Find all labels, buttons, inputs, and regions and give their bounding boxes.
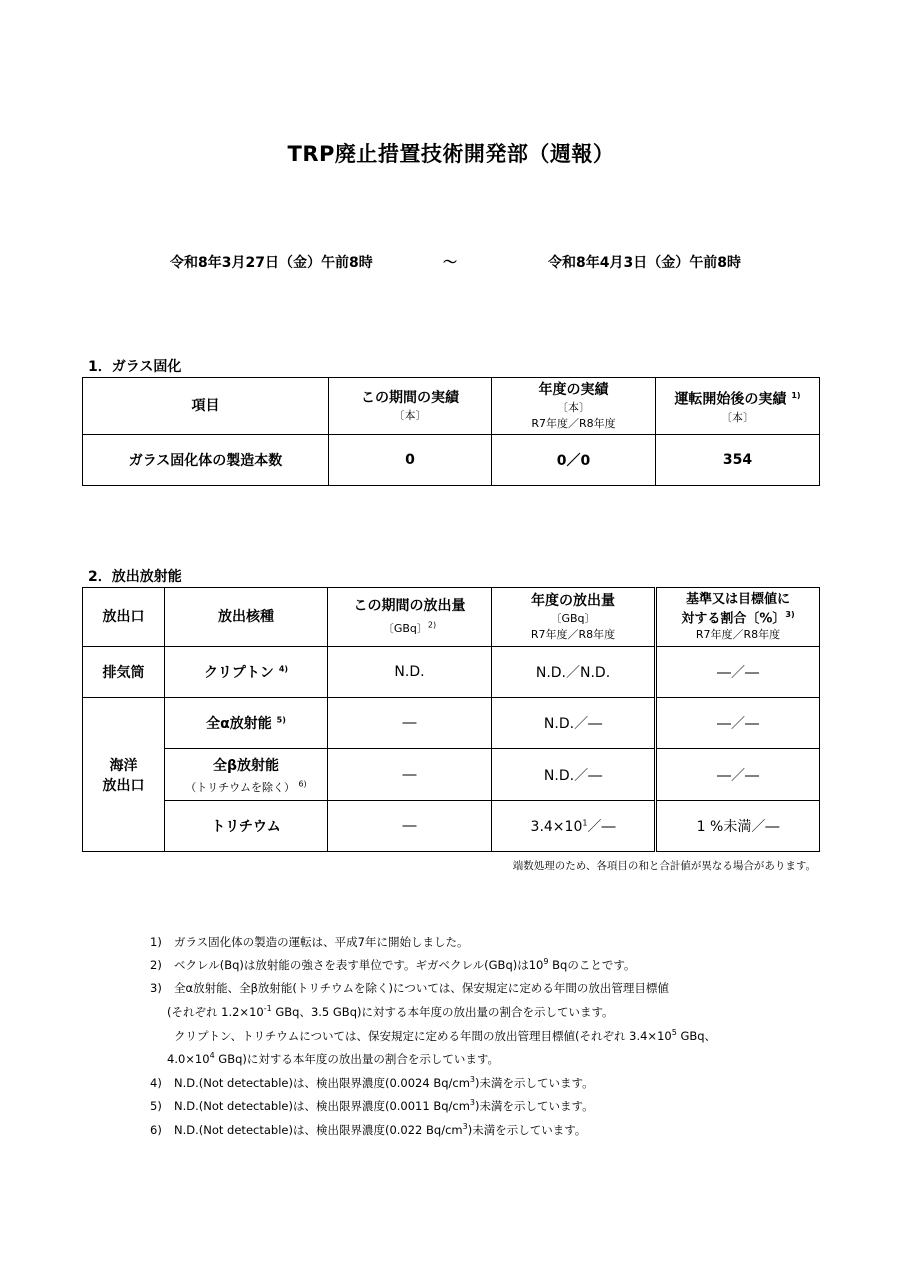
- footnote-6-exp: 3: [462, 1122, 468, 1132]
- header-period: [328, 588, 492, 647]
- emission-table: [82, 587, 820, 852]
- header-period-label: この期間の実績: [361, 389, 459, 406]
- footnote-1-text: ガラス固化体の製造の運転は、平成7年に開始しました。: [174, 935, 469, 949]
- beta-period: ―: [328, 749, 492, 801]
- period-separator: ～: [443, 255, 457, 271]
- table-row-alpha: [83, 698, 820, 749]
- tritium-nuclide: トリチウム: [165, 801, 328, 852]
- footnote-2-text-a: ベクレル(Bq)は放射能の強さを表す単位です。ギガベクレル(GBq)は10: [174, 958, 544, 972]
- header-ratio-sub: R7年度／R8年度: [695, 628, 781, 642]
- footnote-3-line4: [167, 1051, 499, 1067]
- header-year-label: 年度の実績: [538, 381, 609, 398]
- row-year: 0／0: [492, 435, 656, 486]
- header-total-label: 運転開始後の実績: [674, 391, 787, 408]
- footnote-3-line4-b: GBq)に対する本年度の放出量の割合を示しています。: [214, 1052, 499, 1066]
- footnote-5: [150, 1098, 594, 1114]
- header-period-unit: 〔本〕: [393, 408, 427, 422]
- footnote-5-exp: 3: [469, 1098, 476, 1108]
- alpha-ratio: ―／―: [656, 698, 820, 749]
- rounding-note: 端数処理のため、各項目の和と合計値が異なる場合があります。: [512, 860, 816, 872]
- footnote-4-exp: 3: [469, 1075, 476, 1085]
- footnote-3-line1: 全α放射能、全β放射能(トリチウムを除く)については、保安規定に定める年間の放出管理目標値: [174, 981, 669, 995]
- beta-sub: （トリチウムを除く）: [185, 780, 295, 794]
- footnote-4: [150, 1075, 594, 1091]
- tritium-ratio: 1 %未満／―: [656, 801, 820, 852]
- section1-heading: 1．ガラス固化: [88, 359, 182, 375]
- footnote-3-line3-b: GBq、: [676, 1029, 717, 1043]
- row-total: 354: [656, 435, 820, 486]
- header-ratio-label2-wrap: [657, 607, 819, 626]
- alpha-note: 5): [276, 715, 286, 725]
- footnote-5-num: 5): [150, 1099, 162, 1113]
- ocean-outlet-line1: 海洋: [109, 757, 138, 774]
- footnote-6-text-a: N.D.(Not detectable)は、検出限界濃度(0.022 Bq/cm: [174, 1123, 463, 1137]
- beta-note: 6): [298, 778, 307, 788]
- alpha-nuclide-cell: [165, 698, 328, 749]
- header-period-label: この期間の放出量: [353, 598, 466, 614]
- row-period: 0: [329, 435, 492, 486]
- footnote-1-num: 1): [150, 935, 162, 949]
- header-nuclide: 放出核種: [165, 588, 328, 647]
- header-year: [492, 378, 656, 435]
- beta-nuclide-cell: [165, 749, 328, 801]
- section2-heading: 2．放出放射能: [88, 569, 182, 585]
- header-year-unit: 〔本〕: [557, 400, 590, 414]
- footnote-3: [150, 980, 669, 996]
- header-year: [492, 588, 656, 647]
- header-year-sub: R7年度／R8年度: [530, 627, 616, 641]
- table-header-row: [83, 588, 820, 647]
- tritium-period: ―: [328, 801, 492, 852]
- header-year-label: 年度の放出量: [531, 592, 615, 609]
- footnote-3-line3-a: クリプトン、トリチウムについては、保安規定に定める年間の放出管理目標値(それぞれ 3.4×10: [174, 1029, 672, 1043]
- header-period-unit: 〔GBq〕: [382, 622, 428, 635]
- table-row-exhaust: [83, 647, 820, 698]
- table-row: [83, 435, 820, 486]
- tritium-year: [492, 801, 656, 852]
- exhaust-ratio: ―／―: [656, 647, 820, 698]
- page-title: TRP廃止措置技術開発部（週報）: [287, 142, 615, 166]
- footnote-3-line2-a: (それぞれ 1.2×10: [167, 1005, 264, 1019]
- header-ratio: [656, 588, 820, 647]
- footnote-3-line2-b: GBq、3.5 GBq)に対する本年度の放出量の割合を示しています。: [271, 1005, 614, 1019]
- header-year-sub: R7年度／R8年度: [531, 416, 616, 430]
- footnote-2: [150, 957, 635, 973]
- exhaust-outlet: 排気筒: [83, 647, 165, 698]
- header-outlet: 放出口: [83, 588, 165, 647]
- beta-year: N.D.／―: [492, 749, 656, 801]
- footnote-4-num: 4): [150, 1076, 162, 1090]
- footnote-5-text-b: )未満を示しています。: [475, 1099, 594, 1113]
- exhaust-nuclide: クリプトン: [203, 665, 274, 681]
- exhaust-period: N.D.: [328, 647, 492, 698]
- footnote-4-text-a: N.D.(Not detectable)は、検出限界濃度(0.0024 Bq/cm: [174, 1076, 470, 1090]
- vitrification-table: [82, 377, 820, 486]
- footnote-3-line2: [167, 1004, 614, 1020]
- tritium-year-rest: ／―: [587, 819, 616, 835]
- footnote-3-num: 3): [150, 981, 162, 995]
- period-start: 令和8年3月27日（金）午前8時: [170, 255, 373, 271]
- header-total-unit: 〔本〕: [721, 410, 754, 424]
- beta-ratio: ―／―: [656, 749, 820, 801]
- header-item: 項目: [83, 378, 329, 435]
- footnote-2-exp: 9: [543, 957, 549, 967]
- row-item: ガラス固化体の製造本数: [83, 435, 329, 486]
- footnote-3-line3-exp: 5: [671, 1028, 677, 1038]
- header-total: [656, 378, 820, 435]
- header-period: [329, 378, 492, 435]
- header-ratio-label1: 基準又は目標値に: [685, 591, 790, 607]
- exhaust-year: N.D.／N.D.: [492, 647, 656, 698]
- alpha-nuclide: 全α放射能: [206, 716, 272, 732]
- header-total-label-wrap: [656, 387, 819, 409]
- ocean-outlet: [83, 698, 165, 852]
- footnote-6-num: 6): [150, 1123, 162, 1137]
- table-row-beta: [83, 749, 820, 801]
- alpha-period: ―: [328, 698, 492, 749]
- footnote-2-text-b: Bqのことです。: [548, 958, 636, 972]
- footnote-4-text-b: )未満を示しています。: [475, 1076, 594, 1090]
- exhaust-nuclide-cell: [165, 647, 328, 698]
- exhaust-note: 4): [278, 664, 289, 674]
- period-end: 令和8年4月3日（金）午前8時: [548, 255, 741, 271]
- beta-sub-wrap: [165, 779, 327, 795]
- footnote-3-line4-a: 4.0×10: [167, 1052, 210, 1066]
- tritium-year-base: 3.4×10: [530, 819, 583, 835]
- alpha-year: N.D.／―: [492, 698, 656, 749]
- footnote-3-line2-exp: -1: [263, 1004, 272, 1014]
- beta-nuclide: 全β放射能: [212, 757, 280, 774]
- footnote-2-num: 2): [150, 958, 162, 972]
- header-ratio-note: 3): [785, 609, 795, 619]
- header-year-unit: 〔GBq〕: [550, 611, 596, 625]
- footnote-5-text-a: N.D.(Not detectable)は、検出限界濃度(0.0011 Bq/cm: [174, 1099, 470, 1113]
- footnote-3-line3: [174, 1028, 716, 1044]
- header-period-unit-wrap: [328, 620, 491, 636]
- footnote-6-text-b: )未満を示しています。: [467, 1123, 587, 1137]
- header-ratio-label2: 対する割合〔%〕: [681, 611, 786, 627]
- footnote-1: [150, 934, 468, 950]
- header-period-note: 2): [427, 620, 437, 630]
- tritium-year-exp: 1: [582, 818, 588, 828]
- table-row-tritium: [83, 801, 820, 852]
- ocean-outlet-line2: 放出口: [102, 777, 145, 794]
- table-header-row: [83, 378, 820, 435]
- footnote-6: [150, 1122, 586, 1138]
- header-total-note: 1): [791, 391, 801, 401]
- footnote-3-line4-exp: 4: [209, 1051, 215, 1061]
